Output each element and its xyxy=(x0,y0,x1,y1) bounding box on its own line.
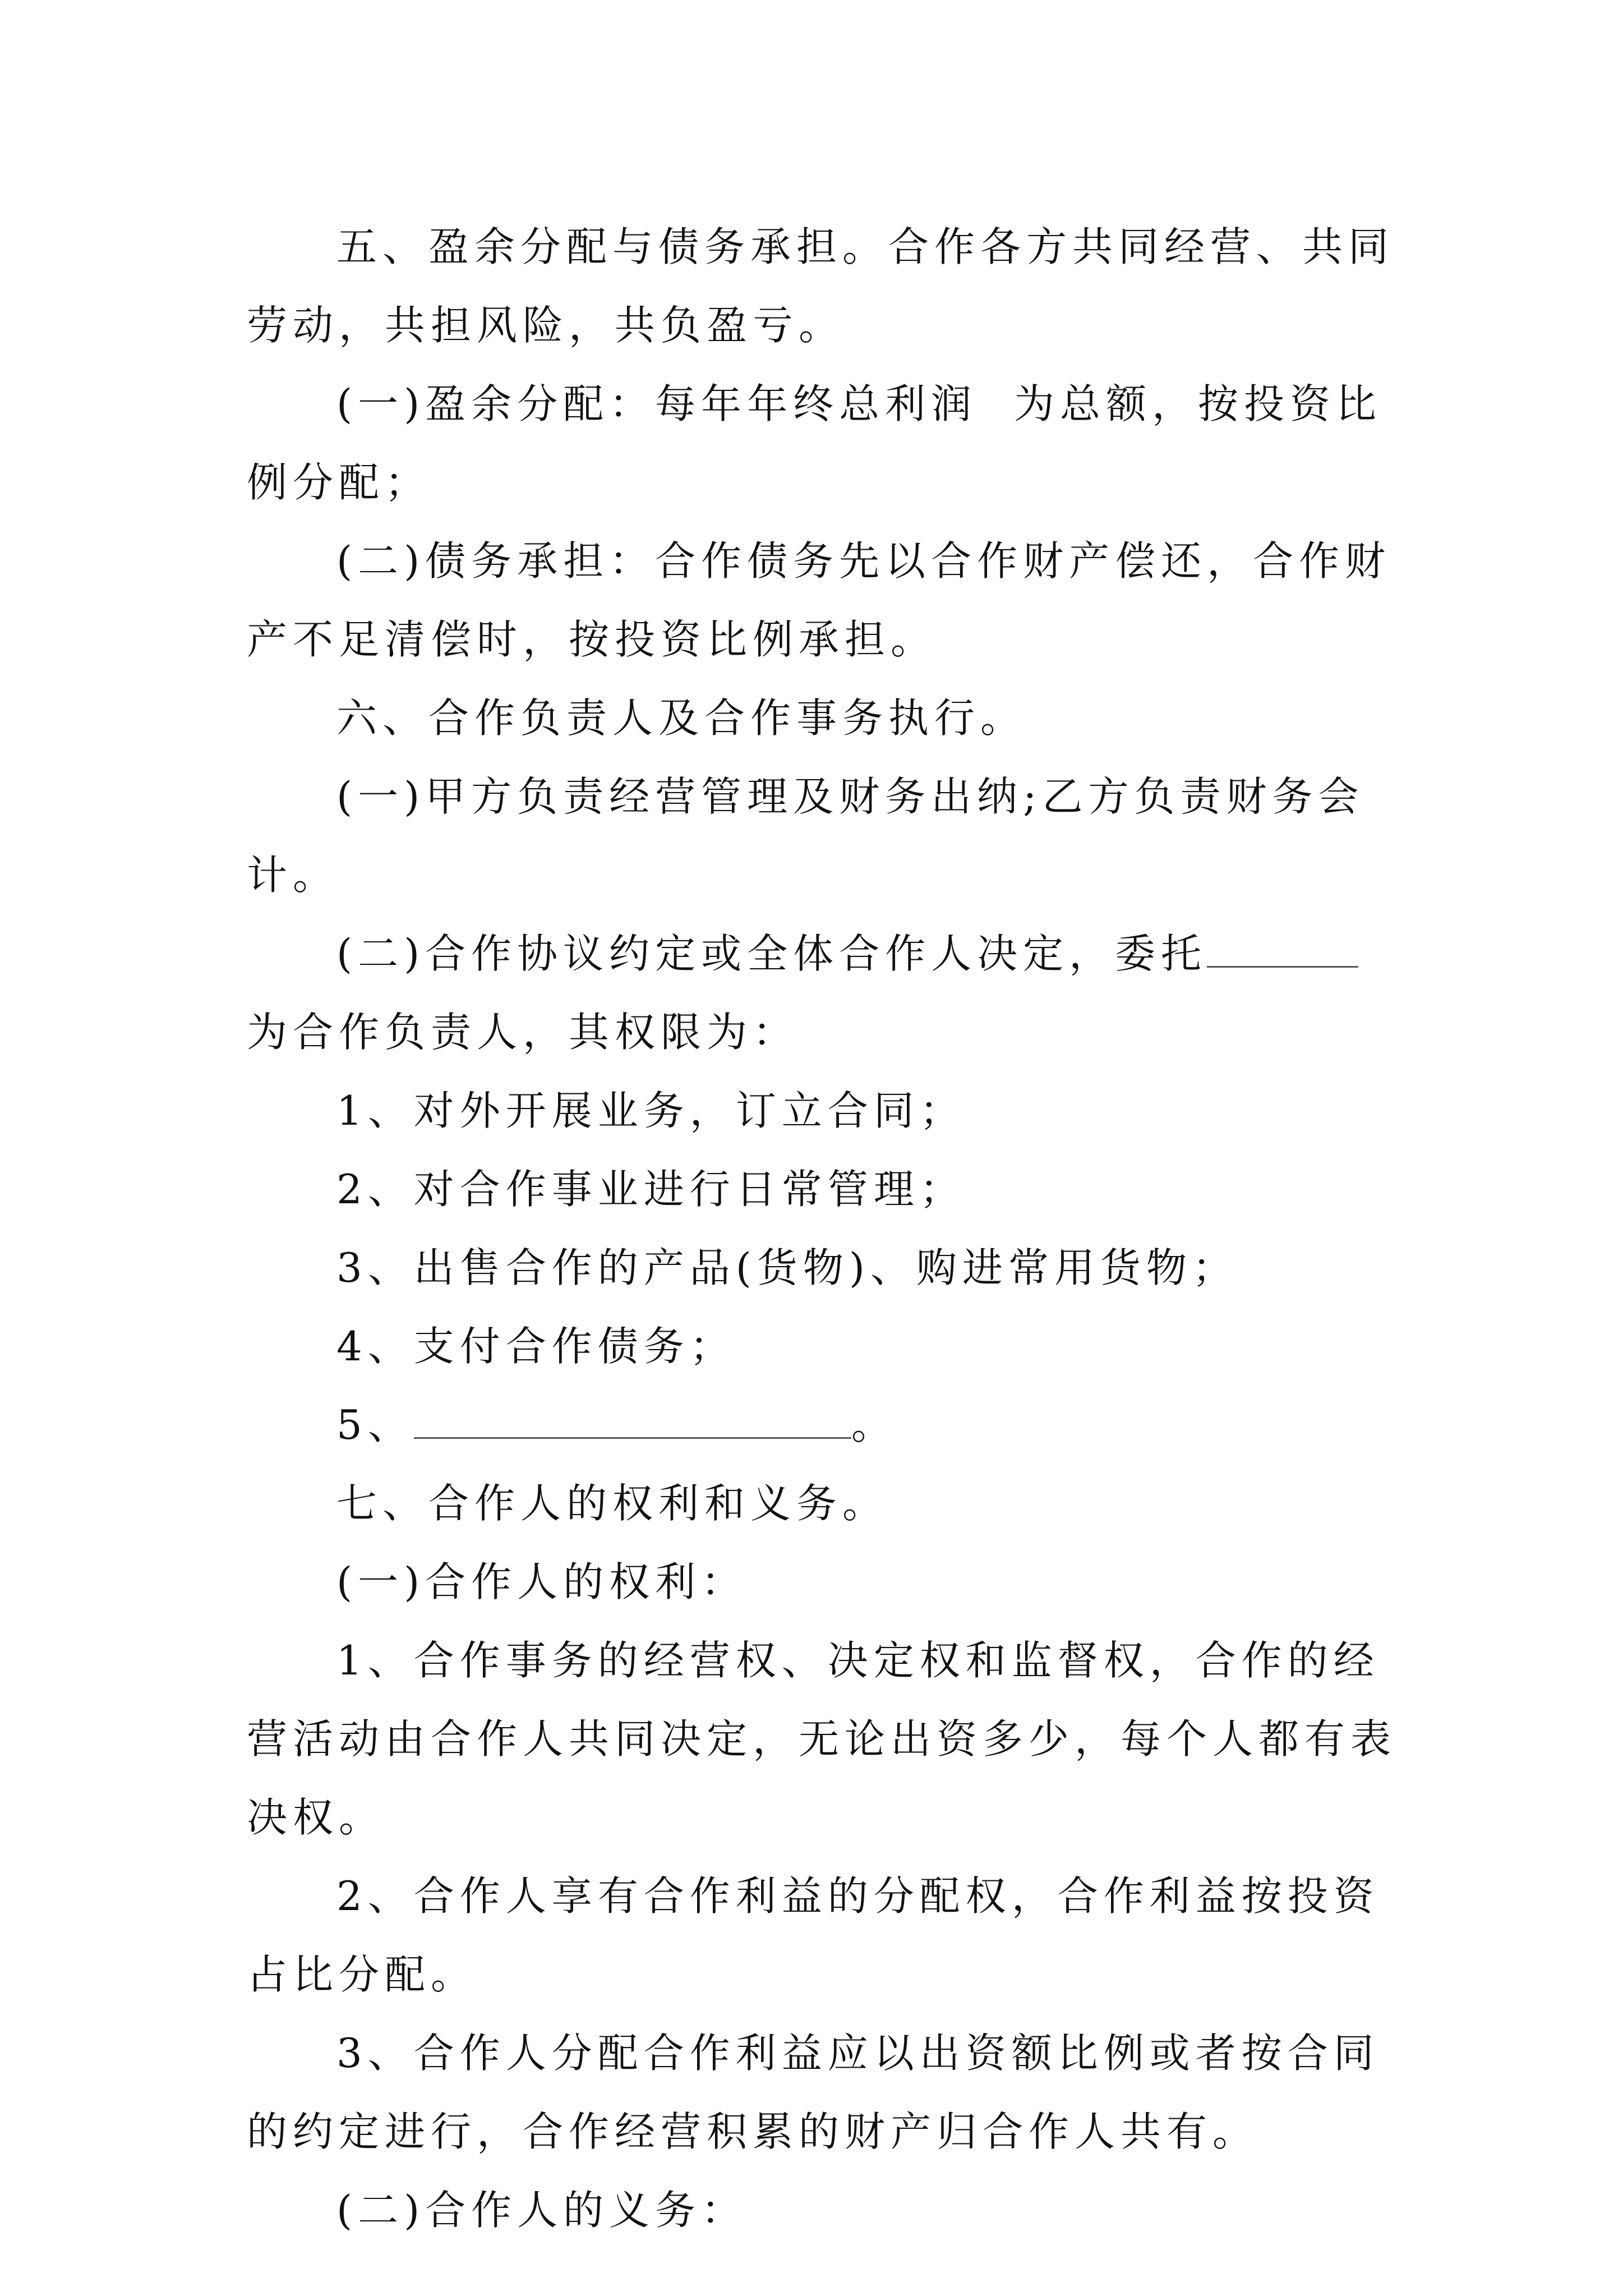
profit-distribution-clause: (一)盈余分配：每年年终总利润 为总额，按投资比例分配； xyxy=(247,380,1382,506)
responsible-person-text-pre: (二)合作协议约定或全体合作人决定，委托 xyxy=(336,930,1207,977)
rights-item-2: 2、合作人享有合作利益的分配权，合作利益按投资占比分配。 xyxy=(247,1872,1380,1998)
authority-item-5-end: 。 xyxy=(851,1401,897,1448)
section-six-heading: 六、合作负责人及合作事务执行。 xyxy=(336,694,1027,742)
partner-obligations-heading: (二)合作人的义务： xyxy=(336,2187,748,2234)
responsible-person-text-post: 为合作负责人，其权限为： xyxy=(247,1009,799,1056)
authority-item-5-number: 5、 xyxy=(336,1401,414,1448)
document-body xyxy=(247,208,1396,2249)
authority-item-5 xyxy=(247,1386,1396,1464)
authority-item-1: 1、对外开展业务，订立合同； xyxy=(336,1087,966,1134)
duty-assignment-clause: (一)甲方负责经营管理及财务出纳;乙方负责财务会计。 xyxy=(247,773,1364,899)
section-seven-heading: 七、合作人的权利和义务。 xyxy=(336,1480,889,1527)
section-five-heading: 五、盈余分配与债务承担。合作各方共同经营、共同劳动，共担风险，共负盈亏。 xyxy=(247,223,1395,349)
authority-item-5-blank[interactable] xyxy=(414,1402,851,1439)
rights-item-3: 3、合作人分配合作利益应以出资额比例或者按合同的约定进行，合作经营积累的财产归合作人共有。 xyxy=(247,2030,1380,2155)
partner-rights-heading: (一)合作人的权利： xyxy=(336,1558,748,1605)
rights-item-1: 1、合作事务的经营权、决定权和监督权，合作的经营活动由合作人共同决定，无论出资多少，每个人都有表决权。 xyxy=(247,1637,1397,1841)
debt-bearing-clause: (二)债务承担：合作债务先以合作财产偿还，合作财产不足清偿时，按投资比例承担。 xyxy=(247,537,1391,663)
responsible-person-blank[interactable] xyxy=(1207,931,1358,968)
responsible-person-clause xyxy=(247,914,1396,1071)
authority-item-4: 4、支付合作债务； xyxy=(336,1323,736,1370)
authority-item-3: 3、出售合作的产品(货物)、购进常用货物； xyxy=(336,1244,1238,1291)
authority-item-2: 2、对合作事业进行日常管理； xyxy=(336,1166,966,1213)
